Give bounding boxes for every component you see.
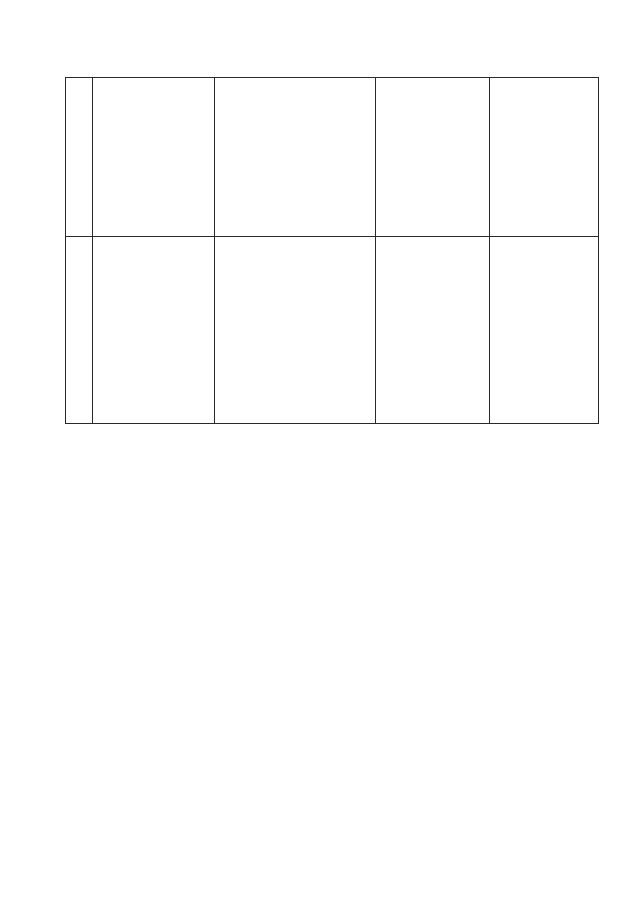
- indicator-name: [93, 78, 215, 237]
- data-source: [376, 78, 490, 237]
- row-number: [66, 78, 93, 237]
- indicator-description: [215, 78, 376, 237]
- indicators-table: [65, 77, 599, 424]
- action-taken: [490, 237, 599, 424]
- data-source: [376, 237, 490, 424]
- table-row: [66, 78, 599, 237]
- action-taken: [490, 78, 599, 237]
- table-row: [66, 237, 599, 424]
- indicator-description: [215, 237, 376, 424]
- indicator-name: [93, 237, 215, 424]
- row-number: [66, 237, 93, 424]
